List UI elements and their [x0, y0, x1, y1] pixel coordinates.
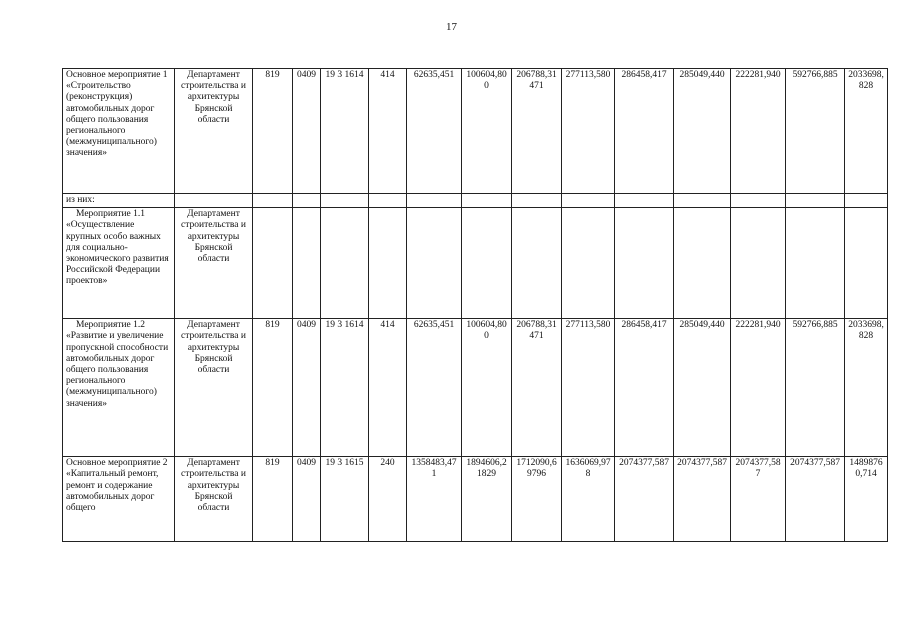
value-cell: 100604,800: [462, 69, 512, 194]
value-cell: 1358483,471: [407, 457, 462, 542]
value-cell: 100604,800: [462, 319, 512, 457]
value-cell: 277113,580: [562, 319, 615, 457]
value-cell: [462, 208, 512, 319]
value-cell: 206788,31471: [512, 69, 562, 194]
value-cell: 206788,31471: [512, 319, 562, 457]
value-cell: [731, 208, 786, 319]
value-cell: 1894606,21829: [462, 457, 512, 542]
value-cell: 62635,451: [407, 319, 462, 457]
value-cell: 285049,440: [674, 69, 731, 194]
value-cell: [407, 208, 462, 319]
value-cell: [615, 208, 674, 319]
value-cell: [845, 208, 888, 319]
vr-code: 240: [369, 457, 407, 542]
value-cell: [562, 208, 615, 319]
value-cell: 2074377,587: [674, 457, 731, 542]
value-cell: [786, 208, 845, 319]
activity-name: Мероприятие 1.1 «Осуществление крупных особо важных для социально-экономического развития Российской Федерации проектов»: [63, 208, 175, 319]
activity-name: Мероприятие 1.2 «Развитие и увеличение пропускной способности автомобильных дорог общего пользования регионального (межмуниципального) значения»: [63, 319, 175, 457]
value-cell: [512, 208, 562, 319]
grbs-code: 819: [253, 457, 293, 542]
table-row: [63, 194, 888, 208]
department: Департамент строительства и архитектуры Брянской области: [175, 457, 253, 542]
department: Департамент строительства и архитектуры Брянской области: [175, 208, 253, 319]
vr-code: 414: [369, 319, 407, 457]
rzpr-code: 0409: [293, 69, 321, 194]
csr-code: [321, 208, 369, 319]
value-cell: 62635,451: [407, 69, 462, 194]
value-cell: 222281,940: [731, 69, 786, 194]
value-cell: 2074377,587: [615, 457, 674, 542]
value-cell: 2074377,587: [731, 457, 786, 542]
value-cell: 285049,440: [674, 319, 731, 457]
budget-table: [62, 68, 888, 542]
table-row: [63, 69, 888, 194]
value-cell: 2033698,828: [845, 319, 888, 457]
table-row: [63, 457, 888, 542]
value-cell: 1636069,978: [562, 457, 615, 542]
value-cell: 277113,580: [562, 69, 615, 194]
value-cell: 286458,417: [615, 319, 674, 457]
value-cell: 592766,885: [786, 69, 845, 194]
csr-code: 19 3 1615: [321, 457, 369, 542]
table-row: [63, 208, 888, 319]
subgroup-label: из них:: [63, 194, 175, 208]
vr-code: [369, 208, 407, 319]
value-cell: 2074377,587: [786, 457, 845, 542]
grbs-code: 819: [253, 69, 293, 194]
table-row: [63, 319, 888, 457]
value-cell: [674, 208, 731, 319]
value-cell: 222281,940: [731, 319, 786, 457]
value-cell: 1712090,69796: [512, 457, 562, 542]
vr-code: 414: [369, 69, 407, 194]
value-cell: 2033698,828: [845, 69, 888, 194]
rzpr-code: 0409: [293, 319, 321, 457]
value-cell: 592766,885: [786, 319, 845, 457]
rzpr-code: [293, 208, 321, 319]
activity-name: Основное мероприятие 2 «Капитальный ремонт, ремонт и содержание автомобильных дорог общего: [63, 457, 175, 542]
rzpr-code: 0409: [293, 457, 321, 542]
value-cell: 14898760,714: [845, 457, 888, 542]
csr-code: 19 3 1614: [321, 319, 369, 457]
value-cell: 286458,417: [615, 69, 674, 194]
department: Департамент строительства и архитектуры Брянской области: [175, 319, 253, 457]
department: Департамент строительства и архитектуры Брянской области: [175, 69, 253, 194]
grbs-code: [253, 208, 293, 319]
csr-code: 19 3 1614: [321, 69, 369, 194]
grbs-code: 819: [253, 319, 293, 457]
page-number: 17: [446, 21, 457, 33]
activity-name: Основное мероприятие 1 «Строительство (реконструкция) автомобильных дорог общего пользования регионального (межмуниципального) значения»: [63, 69, 175, 194]
